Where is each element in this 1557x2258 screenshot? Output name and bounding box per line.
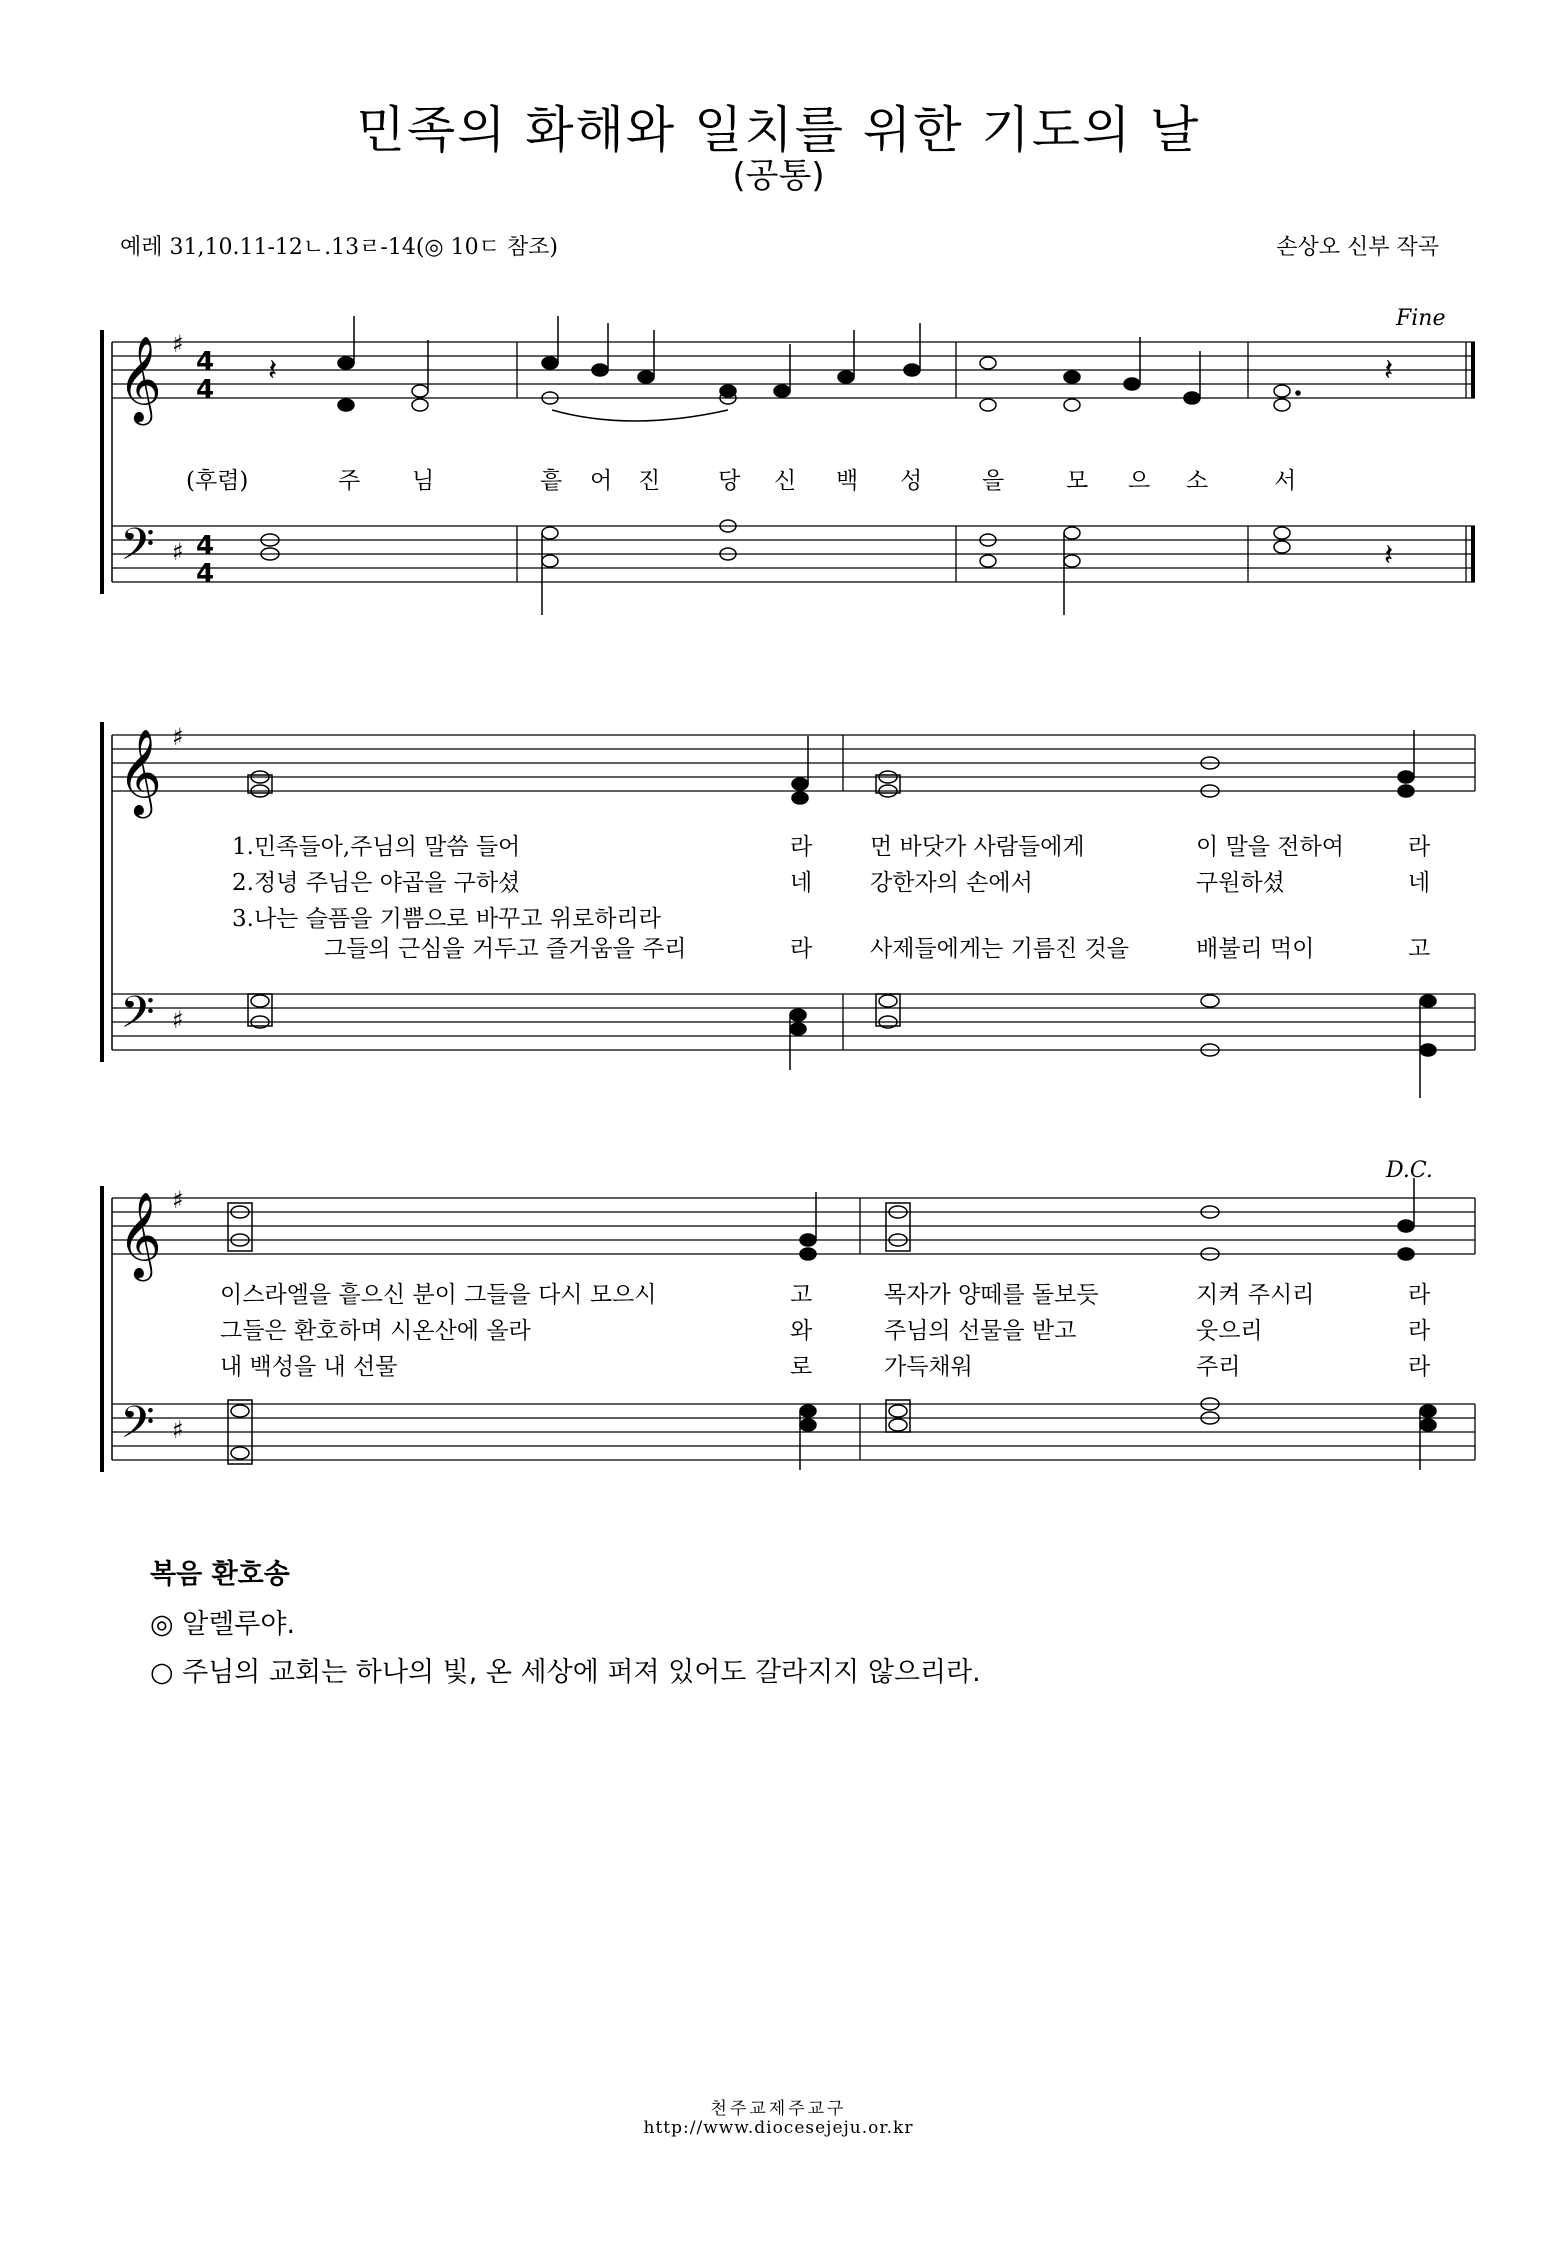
system-3-treble-staff xyxy=(112,1198,1475,1254)
lyric-syllable: 으 xyxy=(1128,468,1151,494)
verse-line: 1.민족들아,주님의 말씀 들어 xyxy=(232,834,521,860)
verse-line: 고 xyxy=(1408,936,1431,962)
svg-text:𝄽: 𝄽 xyxy=(1384,353,1394,388)
acclamation-response: ◎ 알렐루야. xyxy=(150,1609,296,1640)
system-1-bass-staff xyxy=(112,526,1475,582)
verse-line: 주리 xyxy=(1196,1354,1241,1380)
verse-line: 그들은 환호하며 시온산에 올라 xyxy=(220,1318,531,1344)
page-subtitle: (공통) xyxy=(732,156,825,196)
footer-organization: 천주교제주교구 xyxy=(710,2099,847,2119)
verse-line: 라 xyxy=(1408,1318,1431,1344)
lyric-syllable: 주 xyxy=(338,468,361,494)
treble-clef-icon: 𝄞 xyxy=(118,336,162,422)
verse-line: 라 xyxy=(1408,1282,1431,1308)
verse-line: 라 xyxy=(790,834,813,860)
key-signature-sharp xyxy=(172,330,184,1444)
system-2-bass-staff xyxy=(112,994,1475,1050)
lyric-syllable: 신 xyxy=(774,468,797,494)
verse-line: 구원하셨 xyxy=(1196,870,1285,896)
svg-text:𝄽: 𝄽 xyxy=(268,353,278,388)
lyric-syllable: 을 xyxy=(982,468,1005,494)
lyric-syllable: 흩 xyxy=(540,468,563,494)
bass-clef-icon: 𝄢 xyxy=(120,1396,155,1459)
verse-line: 먼 바닷가 사람들에게 xyxy=(870,834,1085,860)
lyric-syllable: 진 xyxy=(638,468,661,494)
verse-line: 목자가 양떼를 돌보듯 xyxy=(884,1282,1099,1308)
svg-text:♯: ♯ xyxy=(172,538,184,566)
svg-text:♯: ♯ xyxy=(172,1186,184,1214)
footer-url[interactable]: http://www.diocesejeju.or.kr xyxy=(643,2118,914,2138)
svg-text:♯: ♯ xyxy=(172,723,184,751)
lyric-syllable: 모 xyxy=(1066,468,1089,494)
refrain-label: (후렴) xyxy=(186,468,249,494)
svg-text:4: 4 xyxy=(196,375,215,405)
lyric-syllable: 당 xyxy=(718,468,741,494)
treble-clef-icon: 𝄞 xyxy=(118,1192,162,1278)
verse-line: 고 xyxy=(790,1282,813,1308)
scripture-reference: 예레 31,10.11-12ㄴ.13ㄹ-14(◎ 10ㄷ 참조) xyxy=(120,235,558,260)
verse-line: 라 xyxy=(1408,834,1431,860)
treble-clef-icon: 𝄞 xyxy=(118,729,162,815)
acclamation-verse: ○ 주님의 교회는 하나의 빛, 온 세상에 퍼져 있어도 갈라지지 않으리라. xyxy=(150,1657,981,1688)
system-1-treble-staff xyxy=(112,342,1475,398)
verse-line: 내 백성을 내 선물 xyxy=(220,1354,398,1380)
verse-line: 2.정녕 주님은 야곱을 구하셨 xyxy=(232,870,521,896)
svg-text:4: 4 xyxy=(196,531,215,561)
acclamation-title: 복음 환호송 xyxy=(150,1559,290,1590)
lyric-syllable: 어 xyxy=(590,468,613,494)
verse-line: 지켜 주시리 xyxy=(1196,1282,1315,1308)
verse-line: 사제들에게는 기름진 것을 xyxy=(870,936,1130,962)
verse-line: 이 말을 전하여 xyxy=(1196,834,1344,860)
svg-text:𝄽: 𝄽 xyxy=(1384,538,1394,573)
svg-text:♯: ♯ xyxy=(172,1416,184,1444)
page-title: 민족의 화해와 일치를 위한 기도의 날 xyxy=(356,101,1201,159)
verse-line: 네 xyxy=(1408,870,1431,896)
verse-line: 라 xyxy=(1408,1354,1431,1380)
verse-line: 3.나는 슬픔을 기쁨으로 바꾸고 위로하리라 xyxy=(232,906,661,932)
verse-line: 웃으리 xyxy=(1196,1318,1263,1344)
lyric-syllable: 서 xyxy=(1274,468,1297,494)
system-3-bass-staff xyxy=(112,1404,1475,1460)
verse-line: 라 xyxy=(790,936,813,962)
bass-clef-icon: 𝄢 xyxy=(120,986,155,1049)
fine-mark: Fine xyxy=(1396,306,1446,331)
svg-text:4: 4 xyxy=(196,559,215,589)
verse-line: 배불리 먹이 xyxy=(1196,936,1315,962)
verse-line: 가득채워 xyxy=(884,1354,973,1380)
svg-text:♯: ♯ xyxy=(172,330,184,358)
composer-credit: 손상오 신부 작곡 xyxy=(1276,235,1439,260)
lyric-syllable: 소 xyxy=(1186,468,1209,494)
verse-line: 주님의 선물을 받고 xyxy=(884,1318,1077,1344)
verse-line: 로 xyxy=(790,1354,813,1380)
lyric-syllable: 백 xyxy=(836,468,859,494)
dc-mark: D.C. xyxy=(1386,1158,1433,1183)
svg-text:4: 4 xyxy=(196,347,215,377)
verse-line: 이스라엘을 흩으신 분이 그들을 다시 모으시 xyxy=(220,1282,657,1308)
lyric-syllable: 님 xyxy=(412,468,435,494)
verse-line: 네 xyxy=(790,870,813,896)
verse-line: 와 xyxy=(790,1318,813,1344)
svg-text:♯: ♯ xyxy=(172,1006,184,1034)
lyric-syllable: 성 xyxy=(900,468,923,494)
bass-clef-icon: 𝄢 xyxy=(120,518,155,581)
verse-line: 강한자의 손에서 xyxy=(870,870,1033,896)
verse-line: 그들의 근심을 거두고 즐거움을 주리 xyxy=(324,936,687,962)
